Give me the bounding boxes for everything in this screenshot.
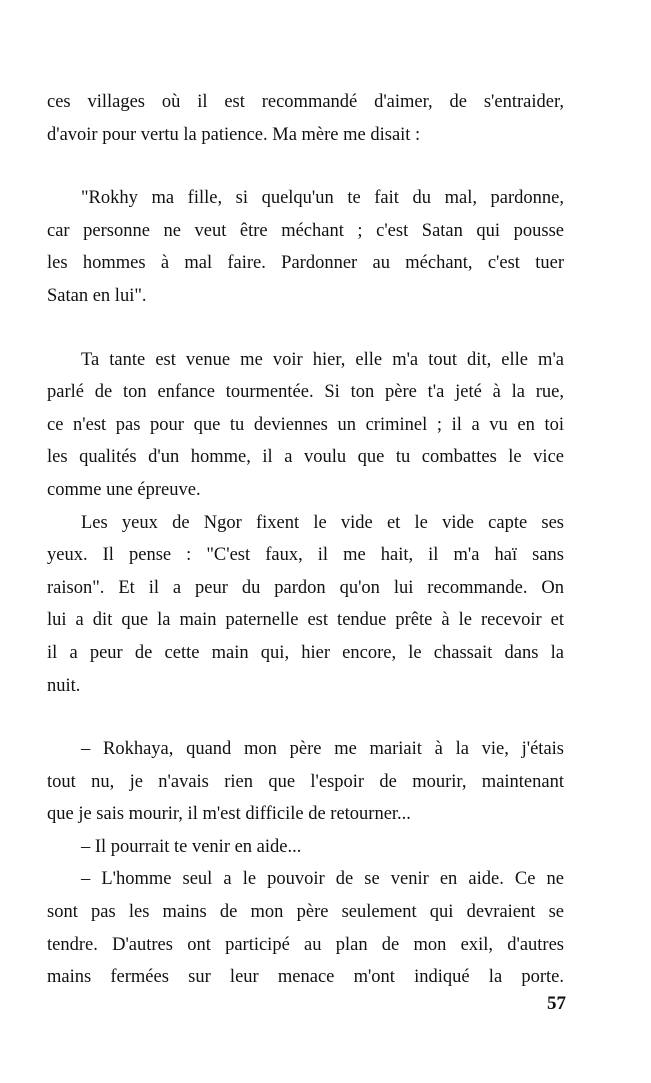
text-line: ce n'est pas pour que tu deviennes un criminel ; il a vu en toi xyxy=(47,414,564,435)
text-line: il a peur de cette main qui, hier encore, le chassait dans la xyxy=(47,642,564,663)
paragraph xyxy=(47,733,564,831)
text-line: – Rokhaya, quand mon père me mariait à la vie, j'étais xyxy=(81,739,564,760)
text-line: les qualités d'un homme, il a voulu que tu combattes le vice xyxy=(47,447,564,468)
text-line: sont pas les mains de mon père seulement qui devraient se xyxy=(47,902,564,923)
text-line: car personne ne veut être méchant ; c'est Satan qui pousse xyxy=(47,220,564,241)
text-line: les hommes à mal faire. Pardonner au méchant, c'est tuer xyxy=(47,253,564,274)
text-line: Les yeux de Ngor fixent le vide et le vide capte ses xyxy=(81,512,564,533)
text-line: "Rokhy ma fille, si quelqu'un te fait du mal, pardonne, xyxy=(81,188,564,209)
text-line: – L'homme seul a le pouvoir de se venir en aide. Ce ne xyxy=(81,869,564,890)
text-line: nuit. xyxy=(47,675,81,696)
text-line: ces villages où il est recommandé d'aimer, de s'entraider, xyxy=(47,92,564,112)
paragraph xyxy=(47,344,564,507)
text-line: yeux. Il pense : "C'est faux, il me hait, il m'a haï sans xyxy=(47,545,564,566)
text-line: mains fermées sur leur menace m'ont indiqué la porte. xyxy=(47,967,564,988)
paragraph-gap xyxy=(47,313,564,344)
paragraph xyxy=(47,182,564,312)
paragraph xyxy=(47,507,564,703)
text-line: – Il pourrait te venir en aide... xyxy=(81,836,302,857)
text-line: tout nu, je n'avais rien que l'espoir de mourir, maintenant xyxy=(47,771,564,792)
text-line: comme une épreuve. xyxy=(47,479,201,500)
text-line: Ta tante est venue me voir hier, elle m'a tout dit, elle m'a xyxy=(81,349,564,370)
paragraph xyxy=(47,863,564,993)
text-line: d'avoir pour vertu la patience. Ma mère me disait : xyxy=(47,124,421,145)
paragraph-gap xyxy=(47,702,564,733)
text-line: raison". Et il a peur du pardon qu'on lui recommande. On xyxy=(47,577,564,598)
text-line: tendre. D'autres ont participé au plan de mon exil, d'autres xyxy=(47,934,564,955)
paragraph-gap xyxy=(47,151,564,182)
page-number: 57 xyxy=(547,993,566,1014)
book-page-text xyxy=(47,86,564,994)
text-line: parlé de ton enfance tourmentée. Si ton père t'a jeté à la rue, xyxy=(47,382,564,403)
text-line: Satan en lui". xyxy=(47,285,147,306)
text-line: que je sais mourir, il m'est difficile de retourner... xyxy=(47,804,411,825)
paragraph xyxy=(47,831,564,864)
paragraph xyxy=(47,86,564,151)
text-line: lui a dit que la main paternelle est tendue prête à le recevoir et xyxy=(47,610,564,631)
